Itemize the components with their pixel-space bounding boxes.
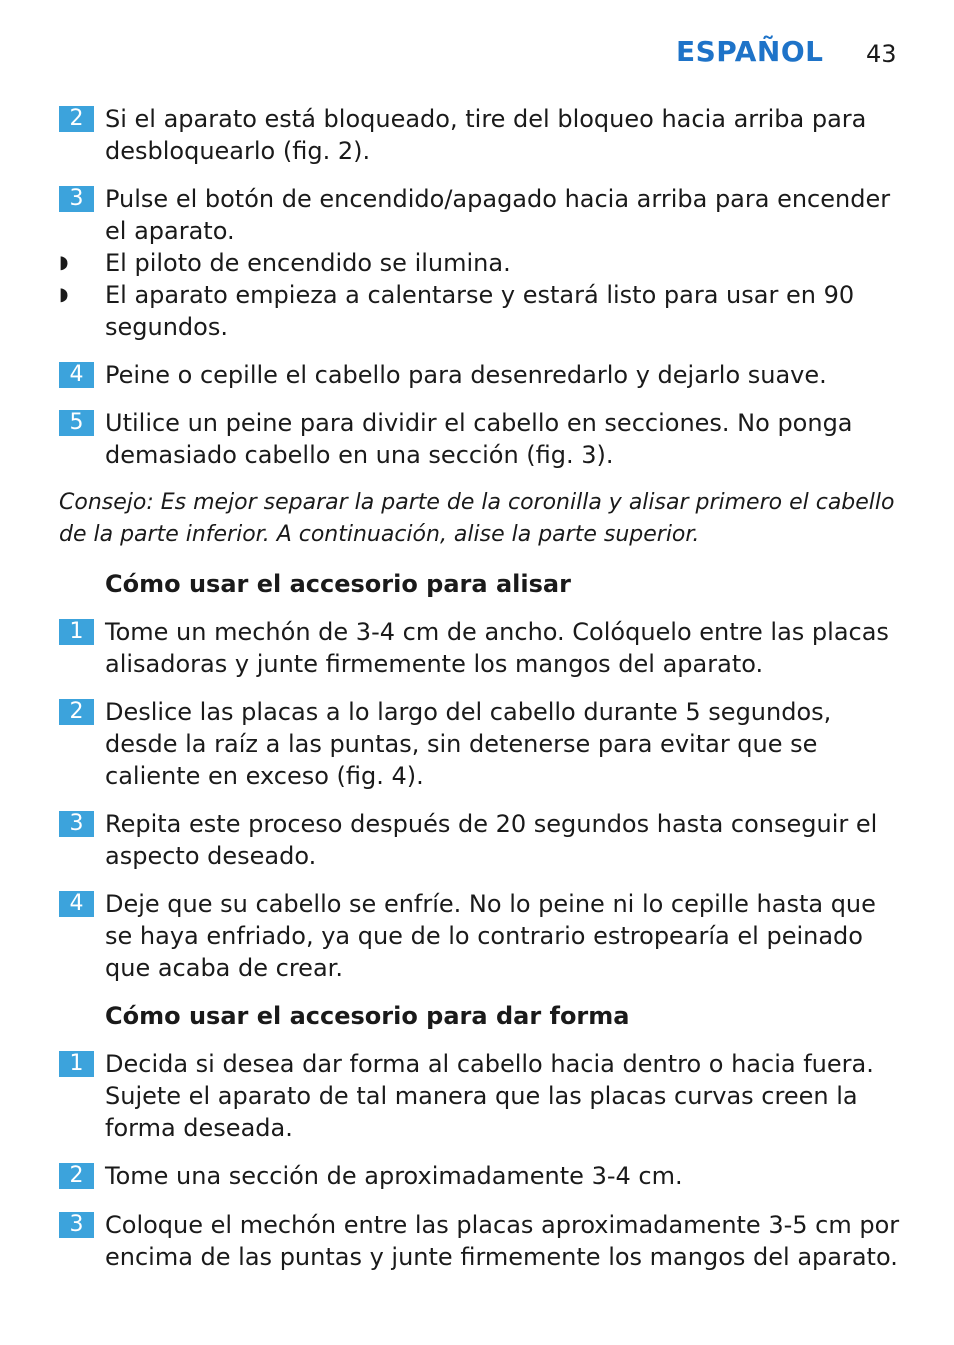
step-number-badge: 2 [59,1163,94,1189]
step-number-badge: 4 [59,362,94,388]
section-heading-straightening: Cómo usar el accesorio para alisar [105,570,571,598]
step-number-badge: 5 [59,410,94,436]
step-text: Tome un mechón de 3-4 cm de ancho. Colóquelo entre las placas alisadoras y junte firmemente los mangos del aparato. [105,618,889,678]
step-text: Pulse el botón de encendido/apagado hacia arriba para encender el aparato. [105,185,891,245]
step-number-badge: 1 [59,619,94,645]
step-number-badge: 3 [59,811,94,837]
step-number-badge: 2 [59,699,94,725]
step-number-badge: 2 [59,106,94,132]
language-label: ESPAÑOL [676,35,824,68]
section-heading-shaping: Cómo usar el accesorio para dar forma [105,1002,630,1030]
step-text: Utilice un peine para dividir el cabello en secciones. No ponga demasiado cabello en una sección (fig. 3). [105,409,853,469]
bullet-marker: ◗ [59,252,69,273]
step-text: Decida si desea dar forma al cabello hacia dentro o hacia fuera. Sujete el aparato de tal manera que las placas curvas creen la forma deseada. [105,1050,874,1142]
step-number-badge: 1 [59,1051,94,1077]
bullet-text: El aparato empieza a calentarse y estará listo para usar en 90 segundos. [105,281,855,341]
step-text: Deslice las placas a lo largo del cabello durante 5 segundos, desde la raíz a las puntas, sin detenerse para evitar que se caliente en exceso (fig. 4). [105,698,832,790]
step-number-badge: 3 [59,186,94,212]
tip-paragraph: Consejo: Es mejor separar la parte de la coronilla y alisar primero el cabello de la parte inferior. A continuación, alise la parte superior. [59,490,895,547]
step-text: Deje que su cabello se enfríe. No lo peine ni lo cepille hasta que se haya enfriado, ya que de lo contrario estropearía el peinado que acaba de crear. [105,890,876,982]
step-number-badge: 3 [59,1212,94,1238]
step-text: Coloque el mechón entre las placas aproximadamente 3-5 cm por encima de las puntas y junte firmemente los mangos del aparato. [105,1211,900,1271]
bullet-text: El piloto de encendido se ilumina. [105,249,511,277]
step-text: Repita este proceso después de 20 segundos hasta conseguir el aspecto deseado. [105,810,878,870]
page-number: 43 [866,40,897,68]
step-text: Tome una sección de aproximadamente 3-4 cm. [105,1162,683,1190]
bullet-marker: ◗ [59,284,69,305]
step-text: Peine o cepille el cabello para desenredarlo y dejarlo suave. [105,361,827,389]
step-text: Si el aparato está bloqueado, tire del bloqueo hacia arriba para desbloquearlo (fig. 2). [105,105,867,165]
step-number-badge: 4 [59,891,94,917]
